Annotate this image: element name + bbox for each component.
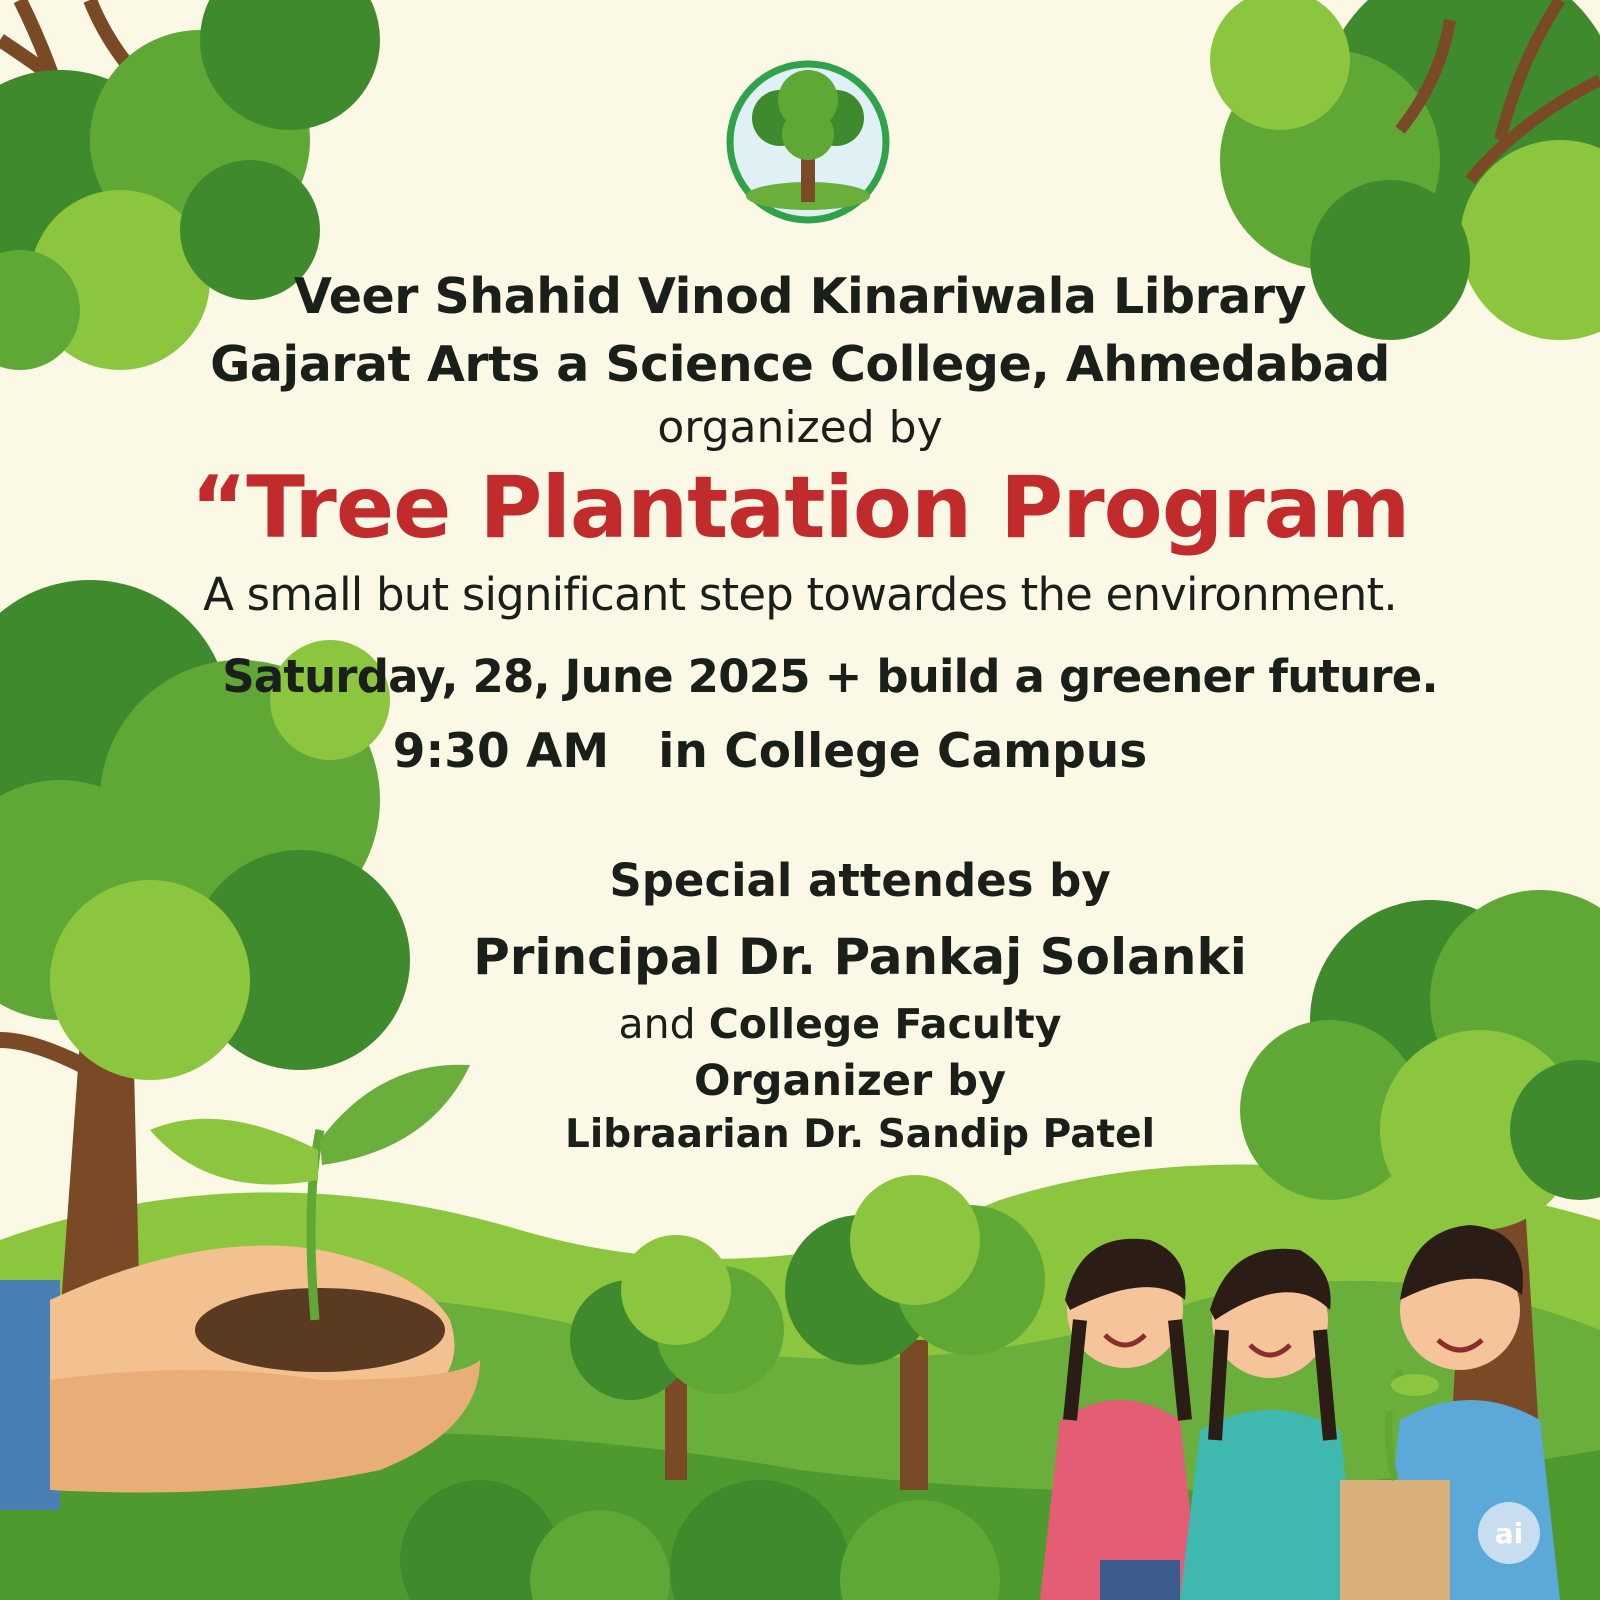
tree-emblem-logo — [730, 64, 886, 220]
event-date-line: Saturday, 28, June 2025 + build a greener future. — [222, 650, 1438, 703]
organized-by-line: organized by — [657, 402, 943, 453]
ai-watermark-badge: ai — [1478, 1502, 1540, 1564]
special-attendees-heading: Special attendes by — [609, 854, 1111, 907]
event-venue: in College Campus — [658, 724, 1148, 779]
organizer-heading: Organizer by — [693, 1056, 1007, 1106]
library-name-line: Veer Shahid Vinod Kinariwala Library — [294, 268, 1306, 325]
tagline: A small but significant step towardes the environment. — [203, 568, 1397, 621]
faculty-text: College Faculty — [708, 1000, 1062, 1048]
event-time: 9:30 AM — [392, 724, 610, 779]
faculty-line — [40, 1000, 1600, 1048]
program-title: “Tree Plantation Program — [190, 458, 1410, 558]
organizer-name: Libraarian Dr. Sandip Patel — [565, 1112, 1155, 1157]
event-time-venue-line — [0, 724, 1570, 779]
college-name-line: Gajarat Arts a Science College, Ahmedabad — [210, 336, 1390, 393]
faculty-prefix: and — [618, 1000, 696, 1048]
principal-name: Principal Dr. Pankaj Solanki — [473, 928, 1247, 986]
